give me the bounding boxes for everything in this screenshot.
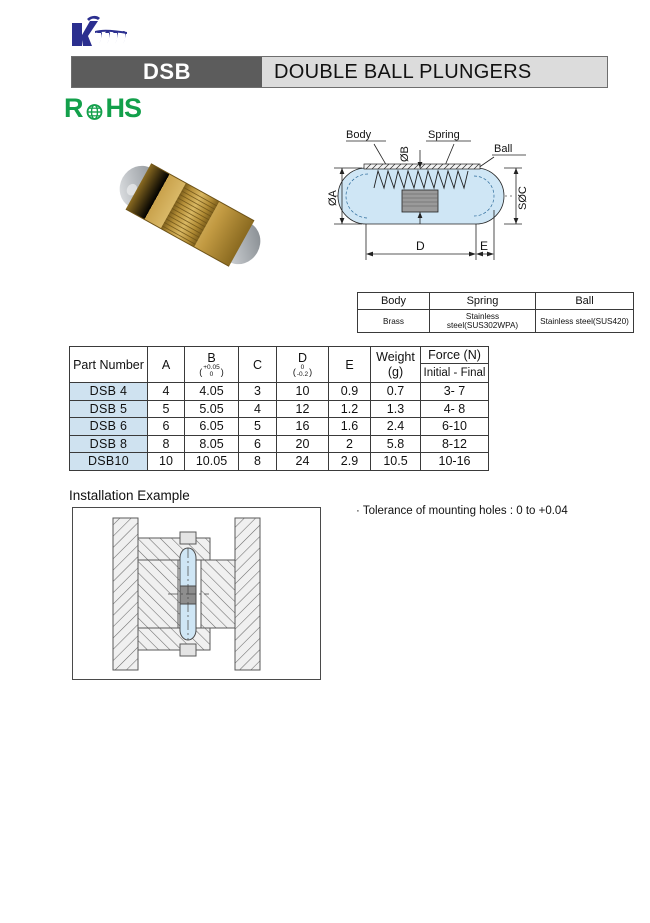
rohs-badge [64, 93, 141, 123]
column-header-d-tolerance: ( 0 -0.2 ) [292, 364, 313, 378]
column-header-a: A [148, 347, 185, 383]
column-header-weight-label: Weight [376, 350, 415, 365]
column-header-e: E [329, 347, 371, 383]
column-header-b-tolerance: ( +0.05 0 ) [199, 364, 224, 378]
specification-table [69, 346, 489, 471]
cell-b: 8.05 [185, 435, 239, 453]
cell-c: 4 [239, 400, 277, 418]
cell-weight: 1.3 [371, 400, 421, 418]
cell-part-number: DSB 8 [70, 435, 148, 453]
cell-e: 2 [329, 435, 371, 453]
label-dia-b: ØB [399, 146, 411, 162]
cell-force: 6-10 [421, 418, 489, 436]
globe-icon [84, 98, 105, 119]
material-header-spring: Spring [430, 293, 536, 310]
label-spring: Spring [428, 129, 460, 141]
cell-a: 10 [148, 453, 185, 471]
cell-c: 8 [239, 453, 277, 471]
cell-e: 2.9 [329, 453, 371, 471]
cell-part-number: DSB 5 [70, 400, 148, 418]
column-header-force-label: Force (N) [421, 347, 488, 364]
table-header-row [70, 347, 489, 383]
table-row [358, 310, 634, 333]
product-photo [92, 136, 288, 294]
cell-weight: 10.5 [371, 453, 421, 471]
material-value-body: Brass [358, 310, 430, 333]
material-header-ball: Ball [536, 293, 634, 310]
cell-weight: 2.4 [371, 418, 421, 436]
material-value-ball: Stainless steel(SUS420) [536, 310, 634, 333]
table-row [70, 453, 489, 471]
cell-d: 20 [277, 435, 329, 453]
column-header-weight-unit: (g) [387, 364, 404, 379]
cell-c: 5 [239, 418, 277, 436]
cell-a: 5 [148, 400, 185, 418]
label-ball: Ball [494, 143, 513, 155]
cell-force: 3- 7 [421, 383, 489, 401]
cell-d: 12 [277, 400, 329, 418]
material-table [357, 292, 634, 333]
cell-d: 10 [277, 383, 329, 401]
cell-e: 1.2 [329, 400, 371, 418]
product-code: DSB [72, 57, 262, 87]
cell-e: 0.9 [329, 383, 371, 401]
cell-d: 24 [277, 453, 329, 471]
rohs-label-post: HS [105, 92, 142, 123]
cell-b: 6.05 [185, 418, 239, 436]
page-title: DOUBLE BALL PLUNGERS [262, 57, 607, 87]
label-e: E [480, 239, 489, 253]
rohs-label-pre: R [64, 92, 83, 123]
kipp-logo [64, 13, 156, 55]
page-title-bar [71, 56, 608, 88]
cell-e: 1.6 [329, 418, 371, 436]
cell-a: 6 [148, 418, 185, 436]
column-header-c: C [239, 347, 277, 383]
cell-b: 4.05 [185, 383, 239, 401]
installation-example-title: Installation Example [69, 488, 190, 503]
column-header-weight [371, 347, 421, 383]
installation-example-drawing [72, 507, 321, 680]
label-s-dia-c: SØC [517, 186, 529, 210]
cell-a: 4 [148, 383, 185, 401]
cell-weight: 5.8 [371, 435, 421, 453]
cell-force: 4- 8 [421, 400, 489, 418]
cell-weight: 0.7 [371, 383, 421, 401]
column-header-b-letter: B [207, 350, 216, 365]
label-dia-a: ØA [327, 190, 339, 206]
cell-force: 10-16 [421, 453, 489, 471]
specification-table-body [70, 383, 489, 471]
column-header-d-letter: D [297, 350, 308, 365]
material-header-body: Body [358, 293, 430, 310]
label-body: Body [346, 129, 372, 141]
column-header-b [185, 347, 239, 383]
table-row [70, 383, 489, 401]
cell-b: 10.05 [185, 453, 239, 471]
cell-a: 8 [148, 435, 185, 453]
column-header-force-sub: Initial - Final [423, 367, 486, 379]
mounting-tolerance-note: · Tolerance of mounting holes : 0 to +0.04 [356, 505, 568, 517]
column-header-force [421, 347, 489, 383]
label-d: D [416, 239, 425, 253]
cell-c: 3 [239, 383, 277, 401]
cell-c: 6 [239, 435, 277, 453]
cell-part-number: DSB10 [70, 453, 148, 471]
cell-part-number: DSB 4 [70, 383, 148, 401]
cell-d: 16 [277, 418, 329, 436]
cross-section-drawing [326, 124, 626, 279]
column-header-d [277, 347, 329, 383]
cell-force: 8-12 [421, 435, 489, 453]
table-row [70, 435, 489, 453]
table-row [70, 400, 489, 418]
cell-b: 5.05 [185, 400, 239, 418]
material-value-spring: Stainless steel(SUS302WPA) [430, 310, 536, 333]
cell-part-number: DSB 6 [70, 418, 148, 436]
table-row [70, 418, 489, 436]
table-row [358, 293, 634, 310]
column-header-part-number: Part Number [70, 347, 148, 383]
